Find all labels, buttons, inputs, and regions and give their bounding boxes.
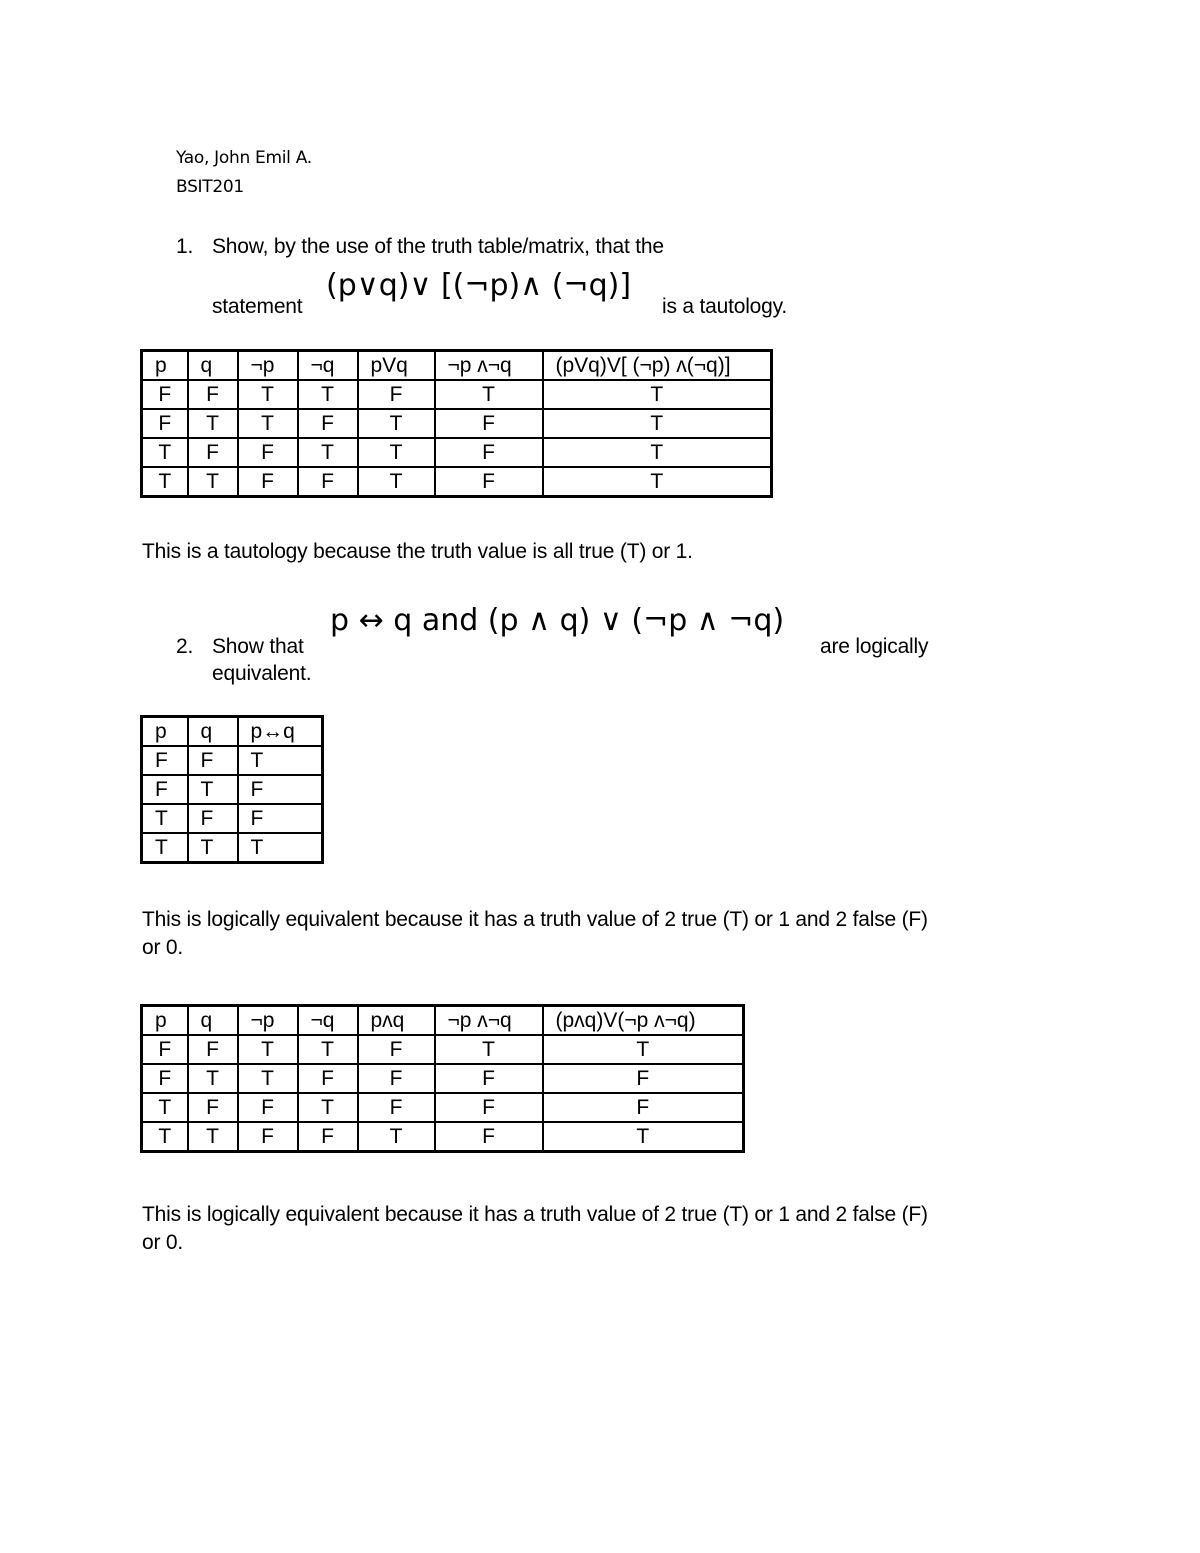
- table-cell: F: [142, 746, 188, 775]
- table-cell: T: [358, 438, 435, 467]
- column-header: (pʌq)V(¬p ʌ¬q): [543, 1006, 744, 1036]
- q1-text-line1: Show, by the use of the truth table/matrix, that the: [212, 235, 664, 258]
- q1-text-tail: is a tautology.: [662, 295, 788, 318]
- q2-lead: Show that: [212, 635, 304, 658]
- table-cell: F: [298, 409, 358, 438]
- table-cell: F: [188, 438, 238, 467]
- table-cell: T: [543, 409, 772, 438]
- table-cell: F: [142, 380, 188, 409]
- table-cell: T: [142, 1122, 188, 1152]
- table-cell: F: [142, 775, 188, 804]
- table-row: [142, 1093, 744, 1122]
- student-name: Yao, John Emil A.: [176, 148, 312, 168]
- table-cell: F: [358, 380, 435, 409]
- table-cell: F: [543, 1093, 744, 1122]
- column-header: ¬p: [238, 1006, 298, 1036]
- table-header-row: [142, 1006, 744, 1036]
- table-cell: F: [188, 1035, 238, 1064]
- column-header: ¬p: [238, 351, 298, 381]
- table-cell: T: [435, 380, 543, 409]
- column-header: ¬q: [298, 1006, 358, 1036]
- table-cell: F: [435, 409, 543, 438]
- q2-conclusion1-line1: This is logically equivalent because it has a truth value of 2 true (T) or 1 and 2 false (F): [142, 908, 928, 931]
- table-cell: F: [435, 438, 543, 467]
- table-cell: F: [238, 775, 323, 804]
- column-header: q: [188, 351, 238, 381]
- q1-truth-table: [140, 349, 773, 498]
- table-cell: T: [238, 380, 298, 409]
- q2-conclusion1-line2: or 0.: [142, 936, 184, 959]
- table-row: [142, 380, 772, 409]
- table-cell: T: [298, 1093, 358, 1122]
- column-header: ¬p ʌ¬q: [435, 351, 543, 381]
- table-cell: T: [543, 467, 772, 497]
- table-cell: T: [543, 380, 772, 409]
- table-cell: T: [188, 1122, 238, 1152]
- q2-equivalence-table: [140, 1004, 745, 1153]
- table-cell: F: [188, 746, 238, 775]
- table-row: [142, 746, 323, 775]
- table-cell: T: [188, 775, 238, 804]
- table-cell: T: [298, 438, 358, 467]
- table-cell: T: [238, 409, 298, 438]
- q2-formula: p ↔ q and (p ∧ q) ∨ (¬p ∧ ¬q): [330, 603, 785, 638]
- q2-number: 2.: [176, 635, 194, 658]
- column-header: ¬q: [298, 351, 358, 381]
- table-cell: F: [358, 1035, 435, 1064]
- table-cell: T: [358, 409, 435, 438]
- table-cell: F: [298, 467, 358, 497]
- table-cell: F: [543, 1064, 744, 1093]
- table-cell: T: [238, 1035, 298, 1064]
- table-cell: F: [188, 1093, 238, 1122]
- table-cell: T: [298, 1035, 358, 1064]
- column-header: p: [142, 717, 188, 747]
- q1-number: 1.: [176, 235, 194, 258]
- table-header-row: [142, 717, 323, 747]
- table-row: [142, 1122, 744, 1152]
- table-cell: F: [298, 1064, 358, 1093]
- table-cell: T: [188, 833, 238, 863]
- table-header-row: [142, 351, 772, 381]
- q2-biconditional-table: [140, 715, 324, 864]
- table-row: [142, 467, 772, 497]
- table-cell: T: [358, 467, 435, 497]
- table-cell: T: [142, 467, 188, 497]
- table-cell: T: [543, 438, 772, 467]
- table-cell: F: [435, 1093, 543, 1122]
- table-cell: F: [435, 467, 543, 497]
- table-row: [142, 438, 772, 467]
- table-cell: T: [238, 833, 323, 863]
- q1-formula: (p∨q)∨ [(¬p)∧ (¬q)]: [326, 268, 632, 303]
- table-row: [142, 1035, 744, 1064]
- table-cell: T: [543, 1122, 744, 1152]
- column-header: q: [188, 717, 238, 747]
- table-cell: T: [142, 804, 188, 833]
- q2-text-line2: equivalent.: [212, 662, 312, 685]
- column-header: q: [188, 1006, 238, 1036]
- table-cell: T: [543, 1035, 744, 1064]
- q1-conclusion: This is a tautology because the truth value is all true (T) or 1.: [142, 540, 693, 563]
- q2-tail: are logically: [820, 635, 929, 658]
- table-row: [142, 409, 772, 438]
- table-cell: F: [142, 1035, 188, 1064]
- table-cell: F: [238, 1093, 298, 1122]
- table-cell: T: [435, 1035, 543, 1064]
- q2-conclusion2-line2: or 0.: [142, 1231, 184, 1254]
- table-cell: T: [188, 409, 238, 438]
- column-header: pʌq: [358, 1006, 435, 1036]
- table-cell: F: [238, 438, 298, 467]
- table-row: [142, 775, 323, 804]
- table-cell: F: [435, 1122, 543, 1152]
- table-cell: T: [142, 833, 188, 863]
- table-row: [142, 833, 323, 863]
- table-cell: F: [238, 1122, 298, 1152]
- student-section: BSIT201: [176, 177, 244, 197]
- table-cell: F: [238, 467, 298, 497]
- q2-conclusion2-line1: This is logically equivalent because it has a truth value of 2 true (T) or 1 and 2 false (F): [142, 1203, 928, 1226]
- column-header: p↔q: [238, 717, 323, 747]
- table-row: [142, 804, 323, 833]
- table-cell: F: [298, 1122, 358, 1152]
- table-cell: T: [188, 1064, 238, 1093]
- column-header: ¬p ʌ¬q: [435, 1006, 543, 1036]
- table-row: [142, 1064, 744, 1093]
- table-cell: F: [238, 804, 323, 833]
- table-cell: F: [358, 1093, 435, 1122]
- table-cell: T: [238, 746, 323, 775]
- table-cell: F: [142, 409, 188, 438]
- table-cell: F: [188, 380, 238, 409]
- table-cell: T: [238, 1064, 298, 1093]
- table-cell: T: [142, 1093, 188, 1122]
- column-header: p: [142, 351, 188, 381]
- column-header: (pVq)V[ (¬p) ʌ(¬q)]: [543, 351, 772, 381]
- table-cell: F: [358, 1064, 435, 1093]
- table-cell: T: [142, 438, 188, 467]
- table-cell: F: [435, 1064, 543, 1093]
- table-cell: T: [188, 467, 238, 497]
- table-cell: F: [188, 804, 238, 833]
- column-header: p: [142, 1006, 188, 1036]
- table-cell: T: [358, 1122, 435, 1152]
- table-cell: F: [142, 1064, 188, 1093]
- column-header: pVq: [358, 351, 435, 381]
- table-cell: T: [298, 380, 358, 409]
- q1-statement-label: statement: [212, 295, 303, 318]
